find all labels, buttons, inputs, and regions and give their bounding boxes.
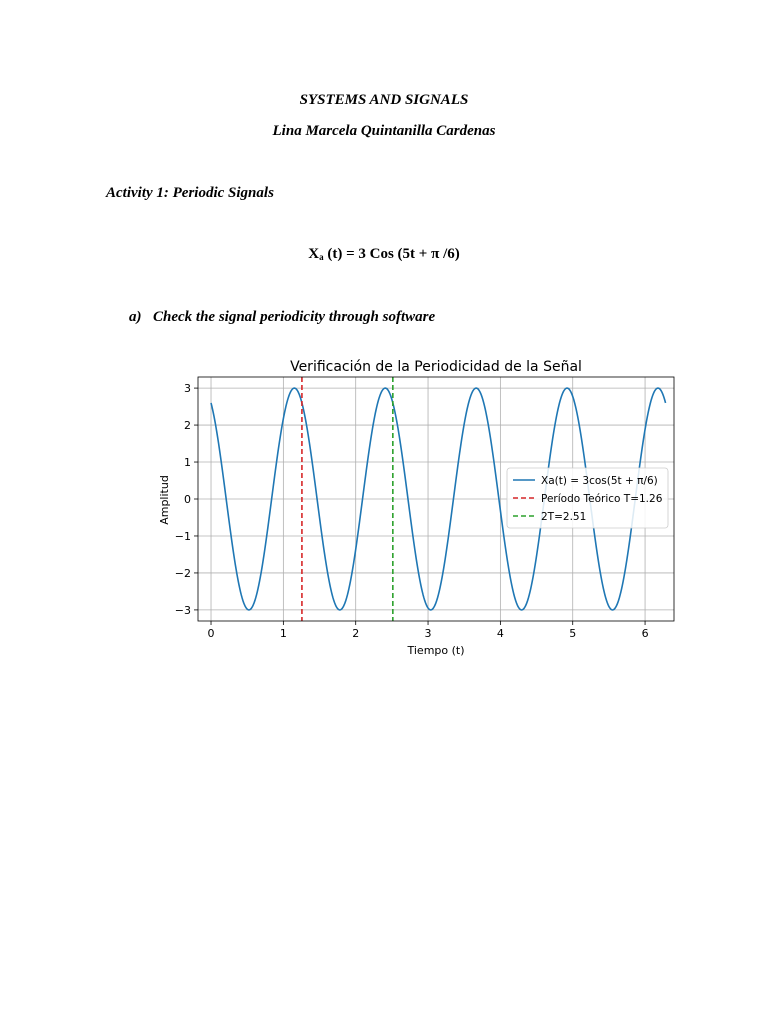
equation-lhs-subscript: a bbox=[319, 252, 324, 262]
chart-title: Verificación de la Periodicidad de la Señal bbox=[290, 359, 582, 375]
x-tick-label: 4 bbox=[496, 627, 504, 640]
y-tick-label: 2 bbox=[184, 419, 191, 433]
activity-heading: Activity 1: Periodic Signals bbox=[106, 185, 274, 201]
periodicity-chart bbox=[0, 340, 768, 670]
x-tick-label: 2 bbox=[352, 627, 360, 640]
y-tick-label: 0 bbox=[184, 493, 191, 506]
x-tick-label: 1 bbox=[279, 627, 287, 640]
x-tick-label: 3 bbox=[424, 627, 432, 640]
x-tick-label: 5 bbox=[569, 627, 577, 640]
question-marker: a) bbox=[129, 309, 142, 325]
x-tick-label: 6 bbox=[641, 627, 649, 640]
legend-label: 2T=2.51 bbox=[541, 511, 587, 523]
document-title: SYSTEMS AND SIGNALS bbox=[299, 92, 469, 108]
y-tick-label: 3 bbox=[184, 382, 191, 396]
document-author: Lina Marcela Quintanilla Cardenas bbox=[272, 123, 496, 139]
equation-lhs-main: X bbox=[308, 246, 320, 262]
x-tick-label: 0 bbox=[207, 627, 215, 640]
chart-xlabel: Tiempo (t) bbox=[407, 644, 465, 657]
y-tick-label: 1 bbox=[184, 456, 191, 470]
question-text: Check the signal periodicity through software bbox=[153, 309, 436, 325]
equation-rest: (t) = 3 Cos (5t + π /6) bbox=[323, 246, 460, 262]
y-tick-label: −2 bbox=[174, 566, 191, 580]
y-tick-label: −3 bbox=[174, 603, 191, 617]
legend-label: Xa(t) = 3cos(5t + π/6) bbox=[541, 475, 658, 487]
y-tick-label: −1 bbox=[174, 529, 191, 543]
chart-ylabel: Amplitud bbox=[158, 475, 171, 525]
legend-label: Período Teórico T=1.26 bbox=[541, 493, 663, 505]
question-a bbox=[129, 309, 435, 326]
signal-equation bbox=[0, 246, 768, 263]
